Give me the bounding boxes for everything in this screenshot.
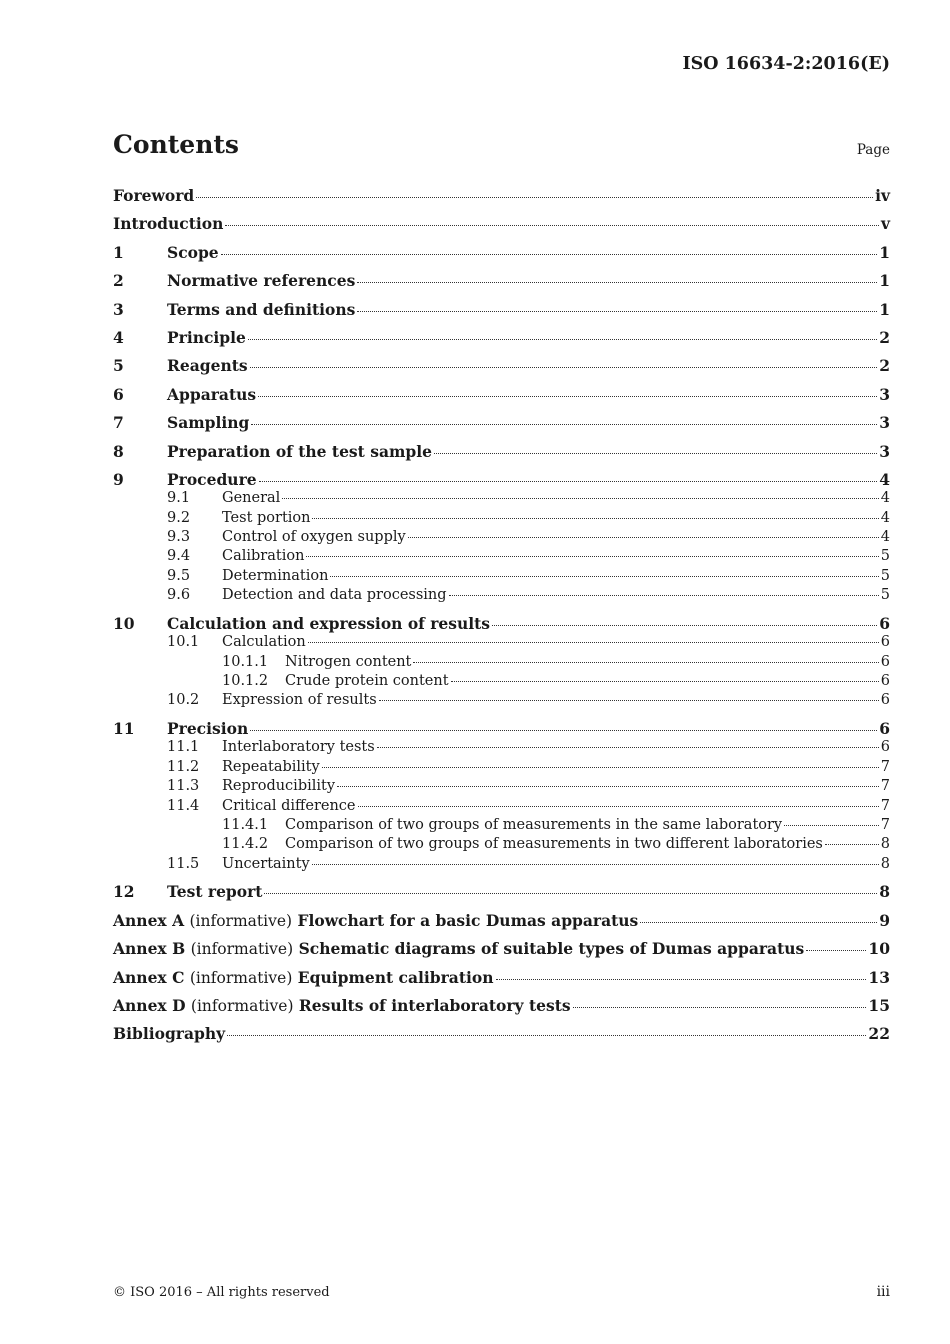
toc-entry-text: Principle bbox=[167, 327, 246, 347]
toc-subentry-interlaboratory-tests[interactable] bbox=[113, 738, 890, 757]
leader-dots bbox=[330, 576, 878, 577]
toc-entry-text: Crude protein content bbox=[285, 673, 449, 690]
toc-entry-number: 11.3 bbox=[167, 778, 200, 795]
toc-entry-number: 11.1 bbox=[167, 739, 200, 756]
toc-entry-text: Foreword bbox=[113, 186, 195, 205]
leader-dots bbox=[250, 730, 877, 731]
toc-subentry-calculation[interactable] bbox=[113, 633, 890, 652]
toc-entry-page: 4 bbox=[880, 509, 890, 526]
leader-dots bbox=[308, 642, 879, 643]
toc-entry-text: Terms and definitions bbox=[167, 299, 356, 319]
toc-entry-number: 6 bbox=[113, 384, 124, 404]
toc-entry-reagents[interactable] bbox=[113, 356, 890, 384]
toc-entry-page: 5 bbox=[880, 587, 890, 604]
toc-entry-text: Sampling bbox=[167, 413, 250, 433]
leader-dots bbox=[225, 225, 879, 226]
leader-dots bbox=[258, 396, 877, 397]
annex-label: Annex C bbox=[113, 967, 185, 987]
leader-dots bbox=[259, 481, 878, 482]
leader-dots bbox=[408, 537, 879, 538]
toc-entry-bibliography[interactable] bbox=[113, 1024, 890, 1052]
leader-dots bbox=[434, 453, 877, 454]
toc-entry-text: Procedure bbox=[167, 469, 257, 489]
toc-entry-page: 6 bbox=[880, 739, 890, 756]
toc-entry-page: 5 bbox=[880, 548, 890, 565]
toc-subentry-determination[interactable] bbox=[113, 567, 890, 586]
toc-entry-number: 7 bbox=[113, 413, 124, 433]
toc-entry-page: 22 bbox=[868, 1024, 890, 1044]
toc-entry-page: 2 bbox=[879, 356, 890, 376]
toc-subentry-general[interactable] bbox=[113, 489, 890, 508]
toc-entry-text: Detection and data processing bbox=[222, 587, 447, 604]
toc-subentry-oxygen-supply[interactable] bbox=[113, 528, 890, 547]
toc-entry-scope[interactable] bbox=[113, 243, 890, 271]
leader-dots bbox=[357, 311, 877, 312]
toc-entry-number: 10.1.1 bbox=[222, 653, 269, 670]
page-number: iii bbox=[876, 1284, 890, 1300]
toc-entry-text: Calculation and expression of results bbox=[167, 613, 491, 633]
toc-entry-page: 3 bbox=[879, 441, 890, 461]
leader-dots bbox=[357, 282, 877, 283]
annex-type: (informative) bbox=[189, 968, 293, 987]
toc-entry-text: Apparatus bbox=[167, 384, 257, 404]
toc-entry-text: Critical difference bbox=[222, 797, 356, 814]
toc-entry-page: 1 bbox=[879, 271, 890, 291]
annex-label: Annex D bbox=[113, 995, 186, 1015]
toc-entry-text: Reagents bbox=[167, 356, 248, 376]
toc-entry-text: Equipment calibration bbox=[297, 967, 494, 987]
toc-subentry-calibration[interactable] bbox=[113, 547, 890, 566]
toc-subentry-expression-results[interactable] bbox=[113, 691, 890, 719]
toc-entry-normative-references[interactable] bbox=[113, 271, 890, 299]
toc-entry-page: 2 bbox=[879, 327, 890, 347]
toc-entry-text: Normative references bbox=[167, 271, 356, 291]
toc-entry-page: 9 bbox=[879, 910, 890, 930]
leader-dots bbox=[825, 844, 879, 845]
toc-entry-text: Calculation bbox=[222, 634, 306, 651]
toc-entry-text: Scope bbox=[167, 242, 219, 262]
toc-entry-page: 7 bbox=[880, 816, 890, 833]
toc-entry-page: 1 bbox=[879, 299, 890, 319]
leader-dots bbox=[337, 786, 879, 787]
toc-entry-number: 8 bbox=[113, 441, 124, 461]
toc-entry-page: 6 bbox=[880, 653, 890, 670]
toc-entry-page: 6 bbox=[880, 692, 890, 709]
toc-entry-number: 5 bbox=[113, 356, 124, 376]
toc-entry-terms-definitions[interactable] bbox=[113, 300, 890, 328]
toc-entry-number: 9.4 bbox=[167, 548, 191, 565]
page-title: Contents bbox=[113, 130, 240, 159]
toc-entry-number: 10.1.2 bbox=[222, 673, 269, 690]
toc-entry-text: Comparison of two groups of measurements in two different laboratories bbox=[285, 836, 823, 853]
leader-dots bbox=[251, 424, 877, 425]
leader-dots bbox=[449, 595, 879, 596]
toc-entry-number: 10 bbox=[113, 613, 135, 633]
toc-entry-number: 11.4 bbox=[167, 797, 200, 814]
toc-subentry-reproducibility[interactable] bbox=[113, 777, 890, 796]
toc-entry-number: 11.2 bbox=[167, 758, 200, 775]
leader-dots bbox=[496, 979, 867, 980]
toc-entry-test-sample[interactable] bbox=[113, 442, 890, 470]
leader-dots bbox=[196, 197, 873, 198]
toc-entry-number: 9.2 bbox=[167, 509, 191, 526]
toc-entry-page: 3 bbox=[879, 384, 890, 404]
toc-subentry-test-portion[interactable] bbox=[113, 509, 890, 528]
toc-entry-annex-d[interactable] bbox=[113, 996, 890, 1024]
toc-entry-page: v bbox=[880, 214, 890, 234]
leader-dots bbox=[221, 254, 878, 255]
leader-dots bbox=[358, 806, 879, 807]
leader-dots bbox=[784, 825, 879, 826]
toc-entry-number: 9 bbox=[113, 469, 124, 489]
toc-entry-number: 11.5 bbox=[167, 855, 200, 872]
toc-entry-text: Flowchart for a basic Dumas apparatus bbox=[297, 910, 639, 930]
toc-entry-number: 10.2 bbox=[167, 692, 200, 709]
toc-entry-page: 15 bbox=[868, 995, 890, 1015]
toc-entry-page: 6 bbox=[879, 719, 890, 738]
leader-dots bbox=[640, 922, 877, 923]
toc-entry-text: Determination bbox=[222, 567, 329, 584]
toc-entry-foreword[interactable] bbox=[113, 186, 890, 214]
toc-entry-text: Interlaboratory tests bbox=[222, 739, 375, 756]
toc-entry-page: 3 bbox=[879, 413, 890, 433]
toc-entry-text: Schematic diagrams of suitable types of Dumas apparatus bbox=[298, 939, 805, 959]
leader-dots bbox=[264, 893, 877, 894]
toc-subentry-same-laboratory[interactable] bbox=[113, 816, 890, 835]
toc-entry-page: 10 bbox=[868, 939, 890, 959]
toc-entry-text: Comparison of two groups of measurements in the same laboratory bbox=[285, 816, 783, 833]
toc-entry-number: 9.1 bbox=[167, 490, 191, 507]
annex-type: (informative) bbox=[189, 911, 293, 930]
toc-entry-page: 8 bbox=[880, 836, 890, 853]
toc-entry-number: 1 bbox=[113, 242, 124, 262]
toc-entry-page: 8 bbox=[880, 855, 890, 872]
annex-label: Annex B bbox=[113, 939, 186, 959]
toc-entry-number: 9.6 bbox=[167, 587, 191, 604]
toc-entry-procedure[interactable] bbox=[113, 470, 890, 489]
toc-entry-text: Nitrogen content bbox=[285, 653, 412, 670]
annex-type: (informative) bbox=[190, 996, 294, 1015]
toc-entry-text: Bibliography bbox=[113, 1024, 226, 1044]
toc-entry-number: 12 bbox=[113, 882, 135, 902]
table-of-contents bbox=[113, 186, 890, 1053]
toc-entry-text: Test portion bbox=[222, 509, 311, 526]
toc-entry-page: 4 bbox=[879, 469, 890, 489]
toc-entry-annex-c[interactable] bbox=[113, 968, 890, 996]
toc-entry-number: 3 bbox=[113, 299, 124, 319]
toc-entry-apparatus[interactable] bbox=[113, 385, 890, 413]
toc-entry-page: 6 bbox=[880, 673, 890, 690]
toc-entry-text: Reproducibility bbox=[222, 778, 336, 795]
leader-dots bbox=[806, 950, 866, 951]
document-code: ISO 16634-2:2016(E) bbox=[682, 54, 890, 74]
toc-entry-precision[interactable] bbox=[113, 719, 890, 738]
toc-entry-principle[interactable] bbox=[113, 328, 890, 356]
toc-entry-page: 4 bbox=[880, 490, 890, 507]
annex-type: (informative) bbox=[190, 940, 294, 959]
toc-entry-introduction[interactable] bbox=[113, 214, 890, 242]
toc-subentry-uncertainty[interactable] bbox=[113, 855, 890, 883]
toc-subentry-nitrogen-content[interactable] bbox=[113, 653, 890, 672]
toc-entry-page: 7 bbox=[880, 758, 890, 775]
toc-entry-annex-a[interactable] bbox=[113, 911, 890, 939]
toc-entry-number: 11.4.2 bbox=[222, 836, 269, 853]
leader-dots bbox=[250, 367, 878, 368]
toc-subentry-crude-protein[interactable] bbox=[113, 672, 890, 691]
toc-entry-text: Repeatability bbox=[222, 758, 320, 775]
leader-dots bbox=[248, 339, 877, 340]
toc-entry-sampling[interactable] bbox=[113, 413, 890, 441]
toc-entry-number: 11.4.1 bbox=[222, 816, 269, 833]
toc-entry-page: 5 bbox=[880, 567, 890, 584]
leader-dots bbox=[492, 625, 877, 626]
toc-entry-text: Test report bbox=[167, 882, 263, 902]
toc-entry-page: 13 bbox=[868, 967, 890, 987]
toc-entry-text: Expression of results bbox=[222, 692, 377, 709]
toc-entry-page: 6 bbox=[880, 634, 890, 651]
leader-dots bbox=[451, 681, 879, 682]
toc-entry-page: iv bbox=[875, 186, 890, 205]
leader-dots bbox=[413, 662, 878, 663]
toc-entry-number: 2 bbox=[113, 271, 124, 291]
toc-subentry-critical-difference[interactable] bbox=[113, 797, 890, 816]
toc-entry-text: Calibration bbox=[222, 548, 305, 565]
leader-dots bbox=[306, 556, 878, 557]
leader-dots bbox=[377, 747, 879, 748]
leader-dots bbox=[573, 1007, 867, 1008]
toc-entry-number: 10.1 bbox=[167, 634, 200, 651]
toc-entry-text: General bbox=[222, 490, 281, 507]
page-column-label: Page bbox=[856, 142, 890, 158]
toc-entry-page: 4 bbox=[880, 529, 890, 546]
toc-subentry-detection[interactable] bbox=[113, 586, 890, 614]
toc-entry-number: 9.5 bbox=[167, 567, 191, 584]
toc-entry-text: Control of oxygen supply bbox=[222, 529, 406, 546]
toc-entry-annex-b[interactable] bbox=[113, 939, 890, 967]
toc-entry-text: Uncertainty bbox=[222, 855, 310, 872]
annex-label: Annex A bbox=[113, 910, 185, 930]
leader-dots bbox=[312, 518, 878, 519]
leader-dots bbox=[312, 864, 879, 865]
copyright-notice: © ISO 2016 – All rights reserved bbox=[113, 1285, 330, 1300]
toc-entry-page: 8 bbox=[879, 882, 890, 902]
toc-entry-test-report[interactable] bbox=[113, 882, 890, 910]
leader-dots bbox=[227, 1035, 866, 1036]
toc-entry-text: Introduction bbox=[113, 214, 224, 234]
toc-entry-text: Precision bbox=[167, 719, 249, 738]
leader-dots bbox=[379, 700, 879, 701]
toc-entry-number: 4 bbox=[113, 327, 124, 347]
toc-entry-number: 9.3 bbox=[167, 529, 191, 546]
toc-entry-page: 7 bbox=[880, 778, 890, 795]
toc-entry-number: 11 bbox=[113, 719, 135, 738]
toc-subentry-different-laboratories[interactable] bbox=[113, 835, 890, 854]
leader-dots bbox=[282, 498, 878, 499]
toc-entry-text: Results of interlaboratory tests bbox=[298, 995, 571, 1015]
leader-dots bbox=[322, 767, 879, 768]
toc-entry-page: 6 bbox=[879, 613, 890, 633]
toc-subentry-repeatability[interactable] bbox=[113, 758, 890, 777]
toc-entry-page: 7 bbox=[880, 797, 890, 814]
toc-entry-page: 1 bbox=[879, 242, 890, 262]
toc-entry-calculation[interactable] bbox=[113, 614, 890, 633]
toc-entry-text: Preparation of the test sample bbox=[167, 441, 432, 461]
